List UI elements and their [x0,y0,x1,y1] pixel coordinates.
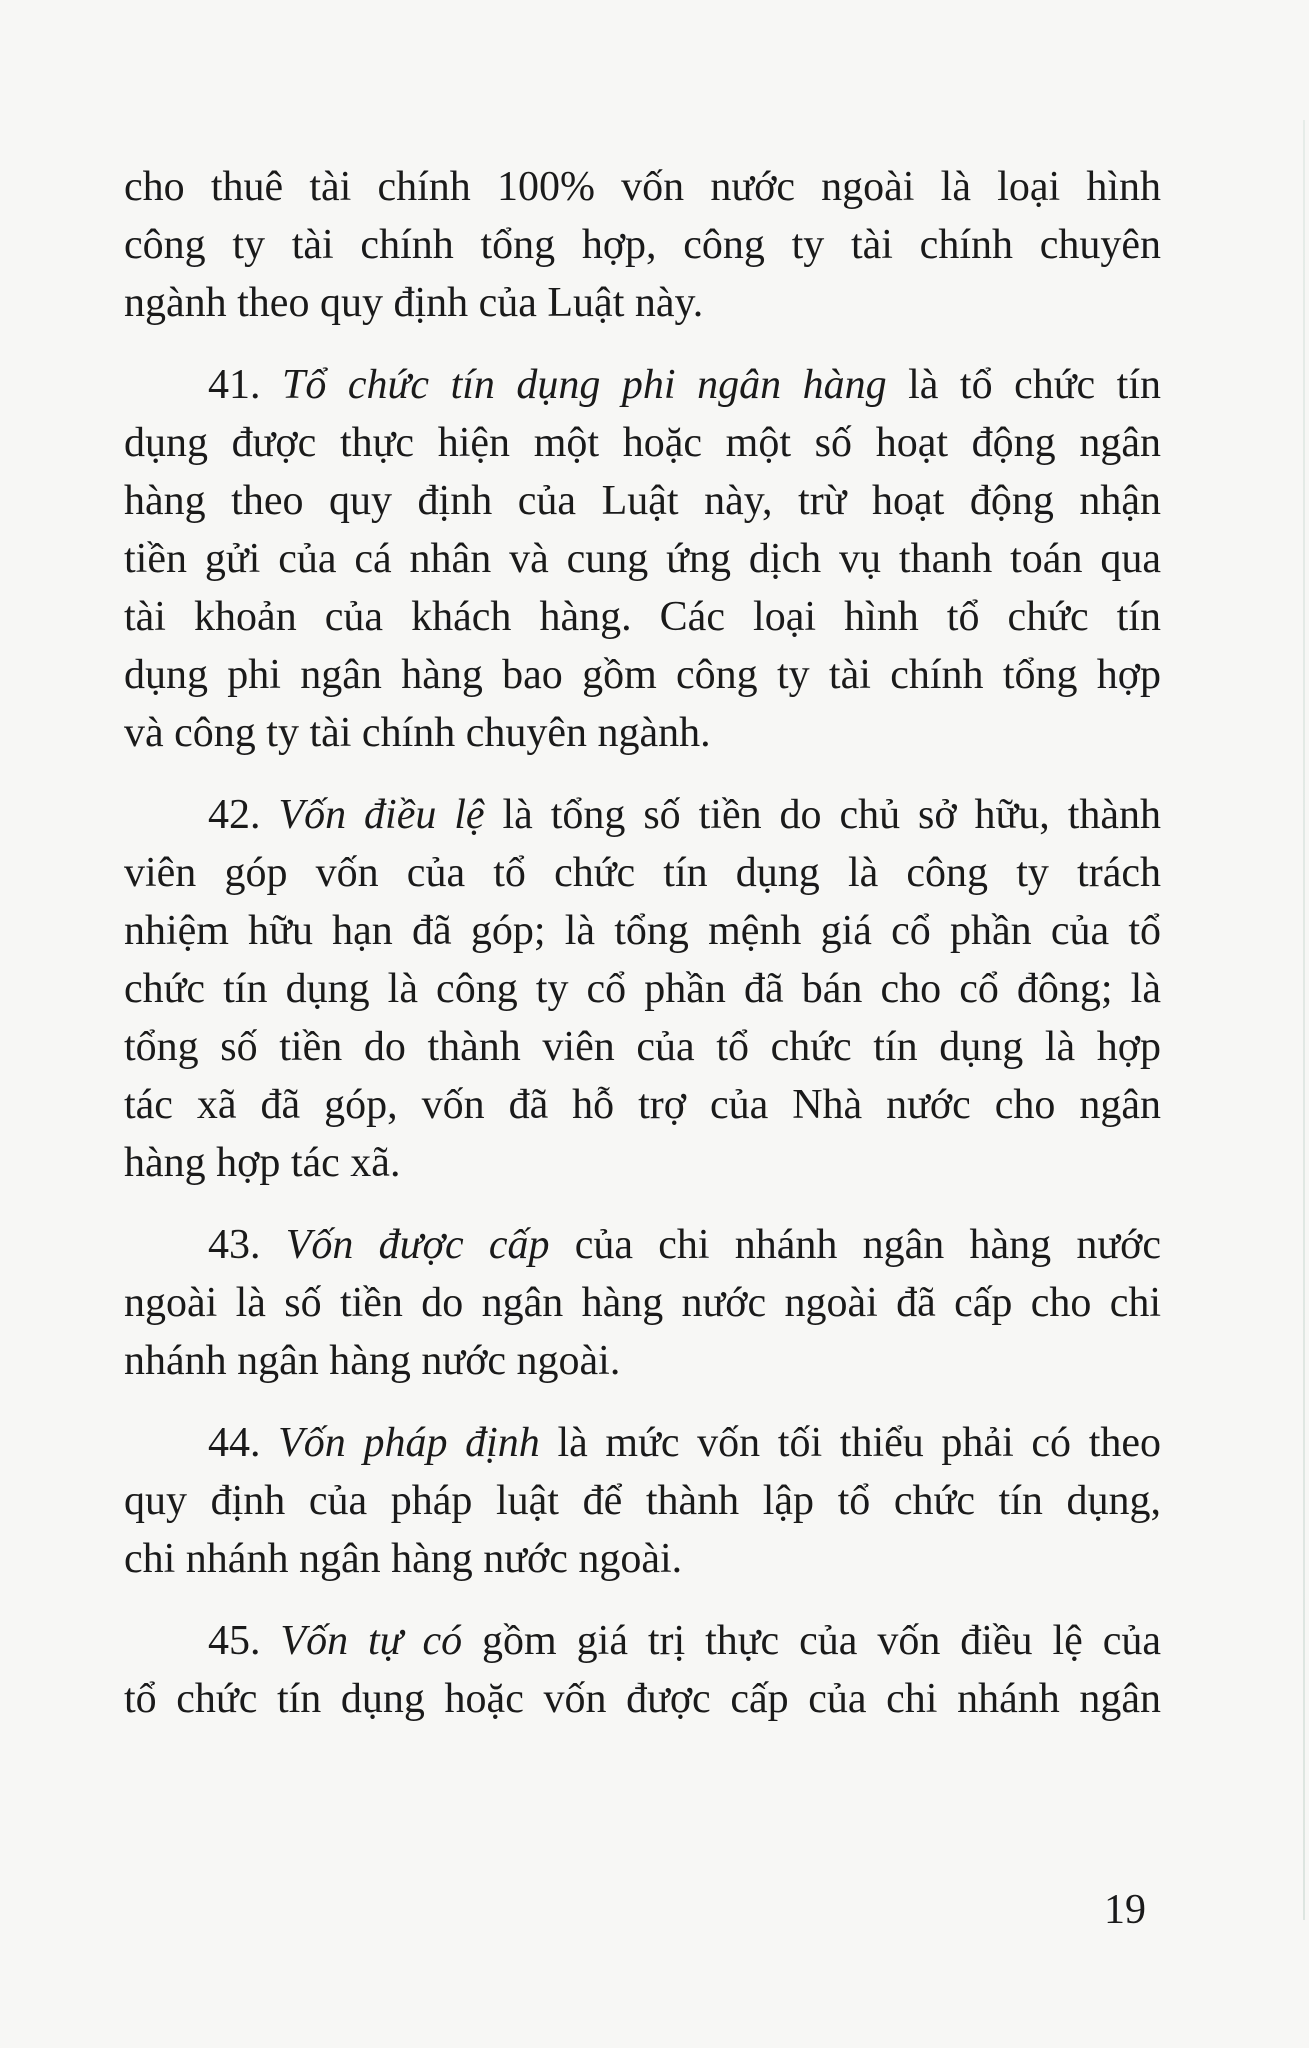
text-line: nhiệm hữu hạn đã góp; là tổng mệnh giá cổ phần của tổ [124,908,1161,954]
text-line: ngoài là số tiền do ngân hàng nước ngoài đã cấp cho chi [124,1280,1161,1326]
definition-first-line [208,786,1161,844]
page-number: 19 [1104,1887,1146,1933]
text-line: chức tín dụng là công ty cổ phần đã bán cho cổ đông; là [124,966,1161,1012]
text-line: tổ chức tín dụng hoặc vốn được cấp của chi nhánh ngân [124,1676,1161,1722]
definition-number: 44. [208,1420,261,1466]
definition-number: 42. [208,792,261,838]
text-line: chi nhánh ngân hàng nước ngoài. [124,1536,683,1582]
text-line: tài khoản của khách hàng. Các loại hình tổ chức tín [124,594,1161,640]
text-fragment: là mức vốn tối thiểu phải có theo [539,1420,1162,1466]
text-line: hàng theo quy định của Luật này, trừ hoạt động nhận [124,478,1161,524]
definition-number: 45. [208,1618,261,1664]
text-line: dụng được thực hiện một hoặc một số hoạt động ngân [124,420,1161,466]
definition-first-line [208,356,1161,414]
text-line: quy định của pháp luật để thành lập tổ chức tín dụng, [124,1478,1161,1524]
definition-number: 41. [208,362,261,408]
definition-first-line [208,1612,1161,1670]
definition-number: 43. [208,1222,261,1268]
text-line: tổng số tiền do thành viên của tổ chức tín dụng là hợp [124,1024,1161,1070]
definition-first-line [208,1216,1161,1274]
defined-term: Vốn tự có [280,1618,463,1664]
text-line: nhánh ngân hàng nước ngoài. [124,1338,621,1384]
defined-term: Vốn được cấp [285,1222,550,1268]
text-fragment: là tổ chức tín [886,362,1161,408]
page-edge-divider [1303,120,1305,1920]
text-fragment: là tổng số tiền do chủ sở hữu, thành [484,792,1162,838]
text-line: cho thuê tài chính 100% vốn nước ngoài là loại hình [124,164,1161,210]
text-line: hàng hợp tác xã. [124,1140,401,1186]
defined-term: Tổ chức tín dụng phi ngân hàng [282,362,887,408]
definition-first-line [208,1414,1161,1472]
text-line: tác xã đã góp, vốn đã hỗ trợ của Nhà nước cho ngân [124,1082,1161,1128]
text-fragment: của chi nhánh ngân hàng nước [549,1222,1161,1268]
text-line: công ty tài chính tổng hợp, công ty tài chính chuyên [124,222,1161,268]
defined-term: Vốn pháp định [278,1420,540,1466]
text-fragment: gồm giá trị thực của vốn điều lệ của [462,1618,1161,1664]
text-line: dụng phi ngân hàng bao gồm công ty tài chính tổng hợp [124,652,1161,698]
defined-term: Vốn điều lệ [278,792,485,838]
text-line: ngành theo quy định của Luật này. [124,280,704,326]
text-line: tiền gửi của cá nhân và cung ứng dịch vụ thanh toán qua [124,536,1161,582]
text-line: và công ty tài chính chuyên ngành. [124,710,711,756]
text-line: viên góp vốn của tổ chức tín dụng là công ty trách [124,850,1161,896]
